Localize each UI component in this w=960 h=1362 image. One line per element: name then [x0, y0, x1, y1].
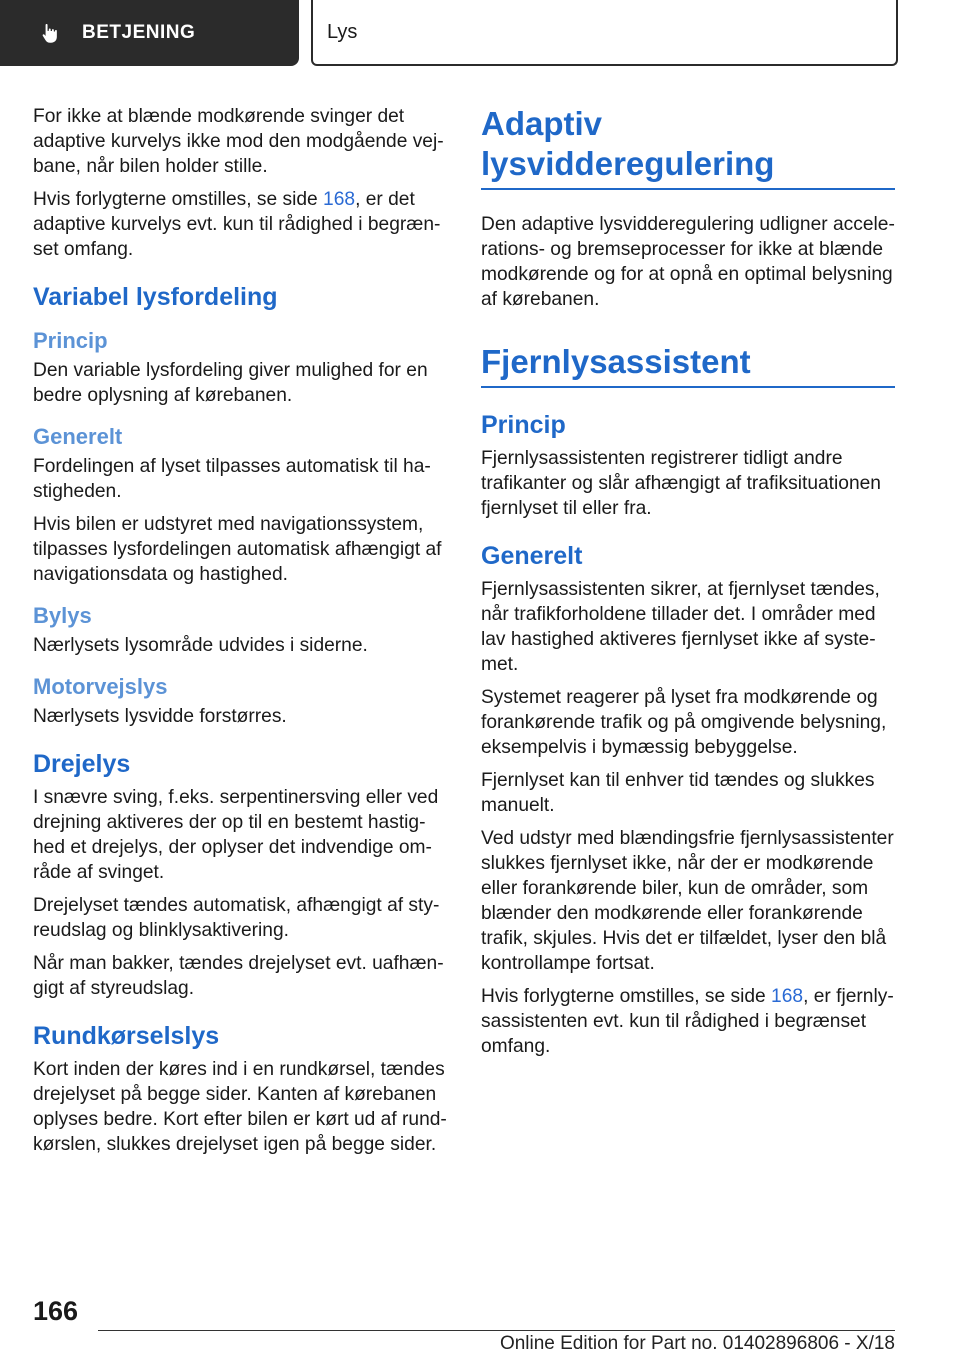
paragraph: Systemet reagerer på lyset fra modkørende og forankørende trafik og på omgivende belysning, eksempelvis i bymæssig bebyggelse. [481, 687, 887, 758]
subheading-bylys: Bylys [33, 603, 92, 628]
subheading-motorvejslys: Motorvejslys [33, 674, 168, 699]
page-link[interactable]: 168 [771, 986, 804, 1007]
heading-variabel-lysfordeling: Variabel lysfordeling [33, 283, 278, 311]
page-link[interactable]: 168 [323, 189, 356, 210]
paragraph: Hvis forlygterne omstilles, se side 168, er fjernlysassistenten evt. kun til rådighed i begrænset omfang. [481, 986, 894, 1057]
paragraph: Den adaptive lysvidderegulering udligner accelerations- og bremseprocesser for ikke at blænde modkørende og for at opnå en optimal belysning af kørebanen. [481, 214, 895, 310]
right-column [481, 104, 895, 1067]
paragraph: Hvis forlygterne omstilles, se side 168, er det adaptive kurvelys evt. kun til rådighed i begrænset omfang. [33, 189, 441, 260]
paragraph: For ikke at blænde modkørende svinger det adaptive kurvelys ikke mod den modgående vejbane, når bilen holder stille. [33, 106, 444, 177]
paragraph: Ved udstyr med blændingsfrie fjernlysassistenter slukkes fjernlyset ikke, når der er modkørende eller forankørende biler, kun de områder, som blænder den modkørende eller forankørende trafik, skjules. Hvis det er tilfældet, lyser den blå kontrollampe fortsat. [481, 828, 894, 974]
pointing-hand-icon [38, 20, 64, 46]
paragraph: Fjernlysassistenten registrerer tidligt andre trafikanter og slår afhængigt af trafiksituationen fjernlyset til eller fra. [481, 448, 881, 519]
subheading-princip: Princip [481, 411, 566, 439]
chapter-label: Lys [327, 20, 358, 43]
section-label: BETJENING [82, 22, 196, 43]
paragraph: I snævre sving, f.eks. serpentinersving eller ved drejning aktiveres der op til en bestemt hastighed et drejelys, der oplyser det indvendige område af svinget. [33, 787, 439, 883]
subheading-princip: Princip [33, 328, 108, 353]
paragraph: Nærlysets lysområde udvides i siderne. [33, 635, 368, 656]
paragraph: Fjernlyset kan til enhver tid tændes og slukkes manuelt. [481, 770, 875, 816]
paragraph: Kort inden der køres ind i en rundkørsel, tændes drejelyset på begge sider. Kanten af kørebanen oplyses bedre. Kort efter bilen er kørt ud af rundkørslen, slukkes drejelyset igen på begge sider. [33, 1059, 447, 1155]
page-number: 166 [33, 1296, 79, 1326]
paragraph: Fordelingen af lyset tilpasses automatisk til hastigheden. [33, 456, 431, 502]
paragraph: Hvis bilen er udstyret med navigationssystem, tilpasses lysfordelingen automatisk afhængigt af navigationsdata og hastighed. [33, 514, 442, 585]
subheading-generelt: Generelt [33, 424, 123, 449]
heading-adaptiv-lysvidderegulering: Adaptiv lysvidderegulering [481, 104, 895, 190]
heading-fjernlysassistent: Fjernlysassistent [481, 342, 895, 388]
paragraph: Nærlysets lysvidde forstørres. [33, 706, 287, 727]
footer-edition: Online Edition for Part no. 01402896806 - X/18 [499, 1333, 895, 1354]
paragraph: Når man bakker, tændes drejelyset evt. uafhængigt af styreudslag. [33, 953, 444, 999]
left-column [33, 104, 447, 1165]
chapter-tab [311, 0, 898, 66]
subheading-generelt: Generelt [481, 542, 583, 570]
paragraph: Fjernlysassistenten sikrer, at fjernlyset tændes, når trafikforholdene tillader det. I områder med lav hastighed aktiveres fjernlyset ikke af systemet. [481, 579, 880, 675]
paragraph: Drejelyset tændes automatisk, afhængigt af styreudslag og blinklysaktivering. [33, 895, 440, 941]
footer-divider [98, 1330, 895, 1331]
heading-drejelys: Drejelys [33, 750, 131, 778]
section-tab [0, 0, 299, 66]
heading-rundkorselslys: Rundkørselslys [33, 1022, 220, 1050]
paragraph: Den variable lysfordeling giver mulighed for en bedre oplysning af kørebanen. [33, 360, 428, 406]
page-header [0, 0, 960, 66]
